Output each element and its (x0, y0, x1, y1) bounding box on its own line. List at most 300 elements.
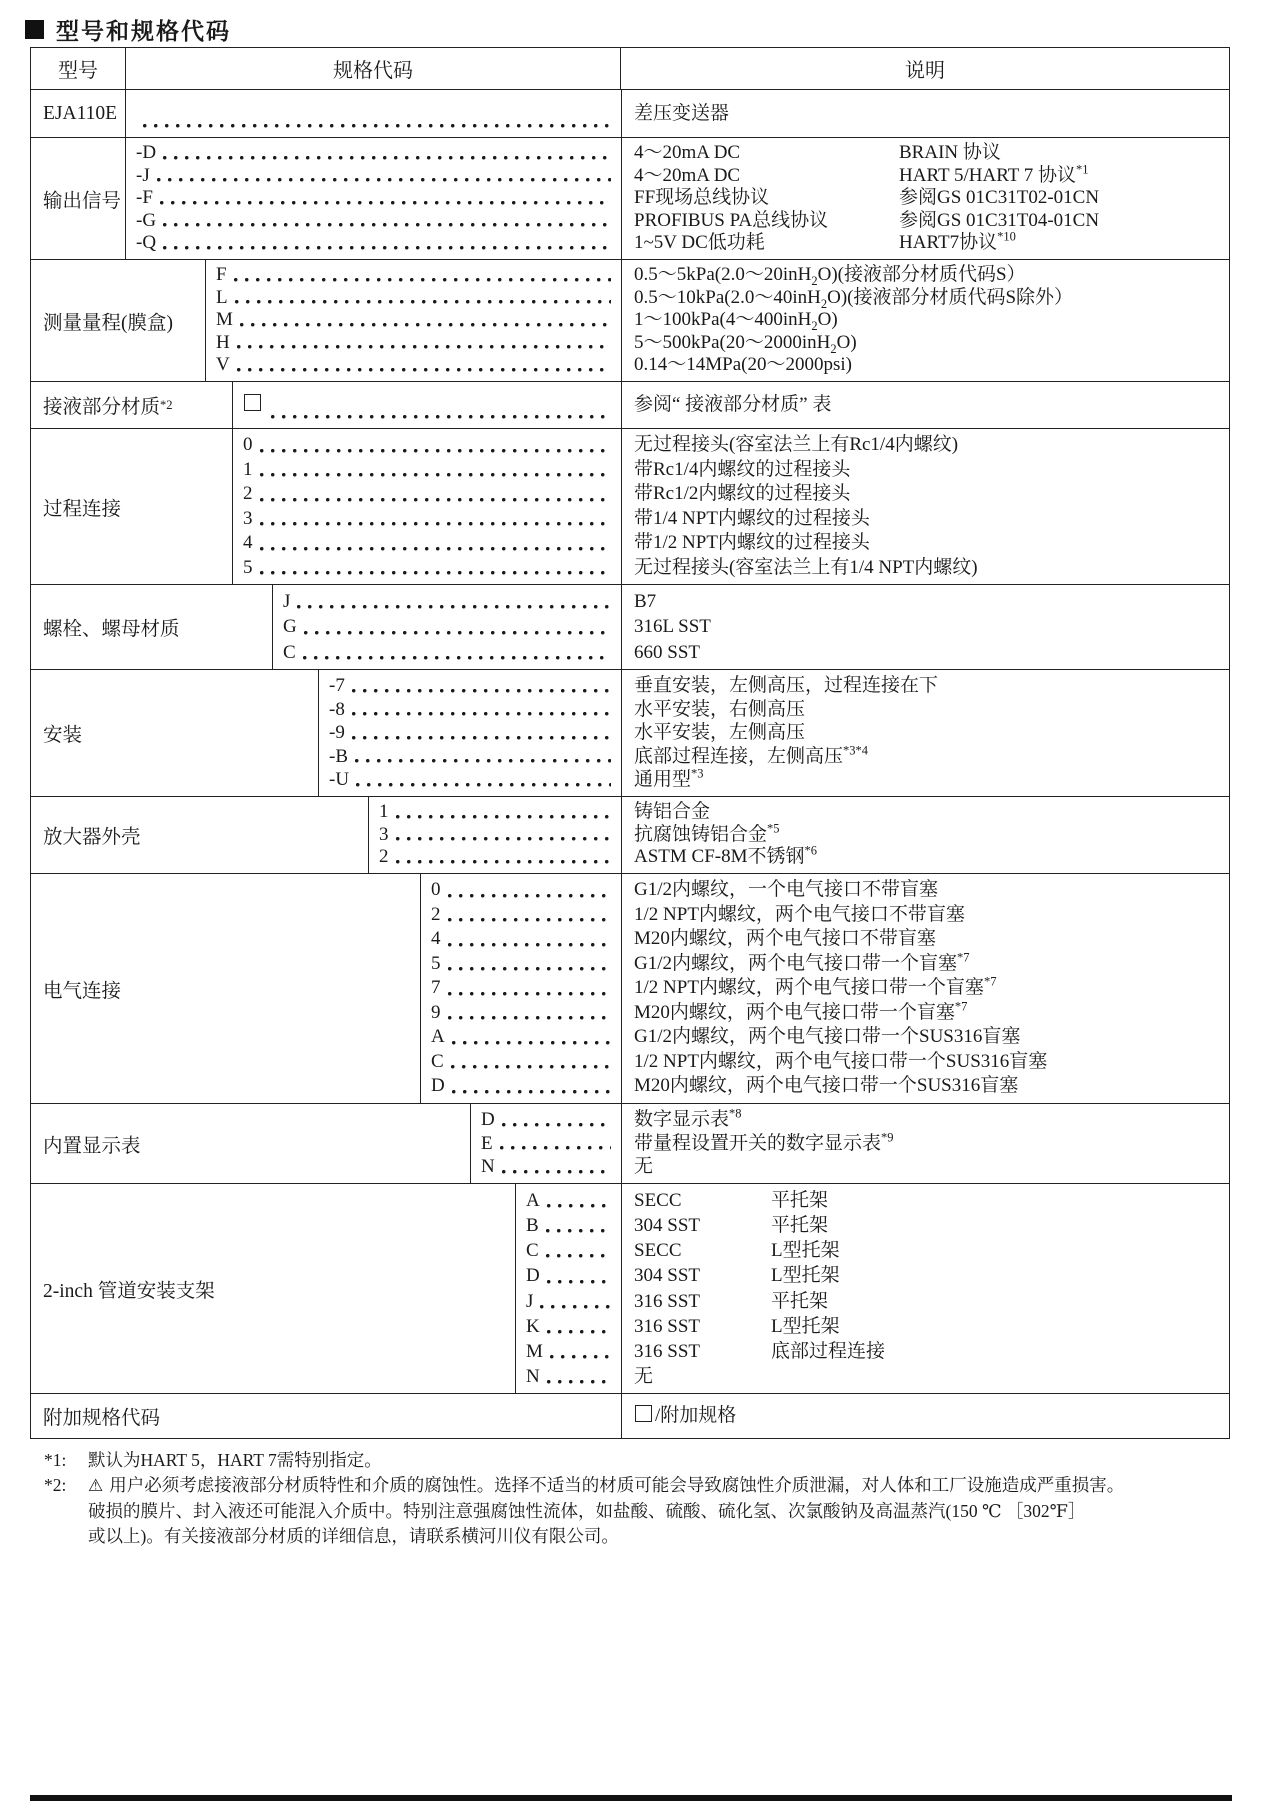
spec-code: -U (329, 769, 350, 791)
description-main: 无 (634, 1156, 654, 1178)
spec-code: 9 (431, 1001, 441, 1023)
spec-description (634, 1289, 1229, 1314)
footnote-2-line: 破损的膜片、封入液还可能混入介质中。特别注意强腐蚀性流体，如盐酸、硫酸、硫化氢、次氯酸钠及高温蒸汽(150 ℃ ［302℉］ (88, 1501, 1086, 1521)
spec-code-line (431, 878, 621, 903)
footnote-2-line: 用户必须考虑接液部分材质特性和介质的腐蚀性。选择不适当的材质可能会导致腐蚀性介质泄漏，对人体和工厂设施造成严重损害。 (109, 1475, 1125, 1495)
dot-leader (297, 605, 611, 609)
spec-code-line (431, 976, 621, 1001)
description-detail: 平托架 (771, 1290, 829, 1312)
description-detail: L型托架 (771, 1265, 840, 1287)
footnote-1-marker: *1: (44, 1450, 67, 1470)
section-descriptions (621, 874, 1229, 1103)
dot-leader (260, 498, 612, 502)
dot-leader (143, 124, 611, 128)
spec-description (634, 768, 1229, 792)
description-main: 316 SST (634, 1315, 700, 1337)
dot-leader (260, 473, 612, 477)
spec-code: -7 (329, 675, 345, 697)
table-section (31, 259, 1229, 381)
spec-description (634, 1025, 1229, 1050)
table-section (31, 1393, 1229, 1438)
spec-description (634, 1213, 1229, 1238)
page-title: 型号和规格代码 (56, 17, 231, 44)
dot-leader (448, 1016, 612, 1020)
spec-description (634, 1108, 1229, 1132)
description-main: 抗腐蚀铸铝合金$^{*5}$ (634, 821, 780, 845)
dot-leader (547, 1380, 611, 1384)
description-main: 参阅“ 接液部分材质” 表 (634, 394, 832, 415)
spec-code: 2 (431, 903, 441, 925)
description-main: 4～20mA DC (634, 164, 741, 186)
dot-leader (448, 918, 612, 922)
spec-code-line (379, 801, 621, 824)
spec-code-line (216, 354, 621, 377)
warning-icon: ⚠ (88, 1476, 104, 1496)
subscript: 2 (830, 341, 837, 356)
dot-leader (546, 1229, 611, 1233)
dot-leader (260, 547, 612, 551)
spec-code-line (481, 1155, 621, 1179)
spec-description (634, 821, 1229, 847)
description-main: 1/2 NPT内螺纹，两个电气接口带一个盲塞$^{*7}$ (634, 974, 997, 999)
description-main: 水平安装，左侧高压 (634, 722, 806, 744)
spec-code-line (526, 1238, 621, 1263)
description-main: 差压变送器 (634, 103, 730, 124)
dot-leader (448, 967, 612, 971)
spec-code-line (329, 745, 621, 769)
spec-description (634, 614, 1229, 639)
spec-description (634, 640, 1229, 665)
spec-description (634, 482, 1229, 507)
spec-code-line (481, 1108, 621, 1132)
spec-description (634, 801, 1229, 824)
description-main: 316 SST (634, 1290, 700, 1312)
dot-leader (396, 815, 612, 819)
spec-description (634, 1263, 1229, 1288)
section-codes (516, 1184, 621, 1393)
spec-code-line (136, 94, 621, 133)
spec-code-line (136, 232, 621, 255)
spec-code-line (283, 640, 621, 665)
spec-code: 1 (243, 458, 253, 480)
spec-code: -F (136, 187, 153, 209)
description-main: B7 (634, 591, 657, 612)
section-descriptions (621, 90, 1229, 137)
spec-code-line (379, 824, 621, 847)
spec-code: K (526, 1315, 540, 1337)
header-spec-code: 规格代码 (126, 48, 621, 89)
dot-leader (260, 449, 612, 453)
spec-description (634, 458, 1229, 483)
spec-code: E (481, 1132, 493, 1154)
spec-code: 3 (243, 507, 253, 529)
spec-description (634, 674, 1229, 698)
spec-code-line (481, 1132, 621, 1156)
section-codes (471, 1104, 621, 1183)
spec-code: 7 (431, 977, 441, 999)
description-main: 1～100kPa(4～400inH$_2$O) (634, 309, 838, 333)
spec-description (634, 745, 1229, 769)
spec-description (634, 232, 1229, 255)
dot-leader (352, 712, 611, 716)
spec-code: J (283, 591, 291, 612)
spec-code-line (216, 264, 621, 287)
spec-table-body (31, 89, 1229, 1438)
dot-leader (260, 522, 612, 526)
description-main: ASTM CF-8M不锈钢$^{*6}$ (634, 844, 817, 868)
spec-code-line (526, 1339, 621, 1364)
description-main: 1/2 NPT内螺纹，两个电气接口带一个SUS316盲塞 (634, 1050, 1048, 1072)
description-detail: L型托架 (771, 1315, 840, 1337)
description-main: 316 SST (634, 1340, 700, 1362)
description-main: PROFIBUS PA总线协议 (634, 209, 829, 231)
footnote-ref: *3 (691, 767, 704, 782)
description-detail: 底部过程连接 (771, 1340, 886, 1362)
dot-leader (304, 631, 611, 635)
spec-description (634, 94, 1229, 133)
section-descriptions (621, 382, 1229, 428)
spec-code-line (136, 210, 621, 233)
dot-leader (547, 1204, 611, 1208)
dot-leader (163, 246, 611, 250)
spec-code-line (431, 1074, 621, 1099)
spec-code-line (431, 1001, 621, 1026)
description-main: 无过程接头(容室法兰上有Rc1/4内螺纹) (634, 434, 959, 455)
subscript: 2 (820, 296, 828, 311)
spec-code-line (526, 1364, 621, 1389)
spec-code: -8 (329, 698, 345, 720)
description-main: 通用型$^{*3}$ (634, 767, 704, 791)
spec-description (634, 1364, 1229, 1389)
spec-code: -9 (329, 722, 345, 744)
section-codes (206, 260, 621, 381)
subscript: 2 (811, 273, 818, 288)
description-detail: 参阅GS 01C31T04-01CN (899, 209, 1100, 231)
description-main: 带1/2 NPT内螺纹的过程接头 (634, 532, 870, 553)
dot-leader (396, 837, 612, 841)
description-main: M20内螺纹，两个电气接口不带盲塞 (634, 928, 936, 950)
description-main: G1/2内螺纹，两个电气接口带一个SUS316盲塞 (634, 1026, 1021, 1048)
spec-code: L (216, 286, 228, 308)
description-main: 304 SST (634, 1265, 700, 1287)
footnote-ref: *3*4 (843, 743, 869, 758)
spec-code-line (243, 458, 621, 483)
spec-code: H (216, 331, 230, 353)
spec-code-line (526, 1188, 621, 1213)
footnote-ref: *8 (729, 1106, 742, 1121)
spec-code: -J (136, 164, 150, 186)
footnote-2-marker: *2: (44, 1475, 67, 1495)
header-description: 说明 (905, 60, 945, 82)
spec-code: 1 (379, 801, 389, 823)
spec-code: M (526, 1340, 543, 1362)
description-main: 数字显示表$^{*8}$ (634, 1106, 742, 1131)
description-main: 底部过程连接，左侧高压$^{*3*4}$ (634, 743, 869, 767)
spec-code-line (329, 721, 621, 745)
spec-code: D (481, 1109, 495, 1131)
spec-description (634, 878, 1229, 903)
description-main: 带Rc1/2内螺纹的过程接头 (634, 483, 851, 504)
section-descriptions (621, 1394, 1229, 1438)
description-main: 0.5～5kPa(2.0～20inH$_2$O)(接液部分材质代码S） (634, 264, 1026, 288)
spec-code: J (526, 1290, 534, 1312)
spec-code: 3 (379, 823, 389, 845)
dot-leader (547, 1280, 611, 1284)
description-main: 带Rc1/4内螺纹的过程接头 (634, 458, 851, 480)
spec-code: -Q (136, 232, 157, 254)
spec-code-line (526, 1213, 621, 1238)
dot-leader (240, 323, 611, 327)
dot-leader (237, 345, 611, 349)
spec-description (634, 721, 1229, 745)
spec-code: C (431, 1050, 444, 1072)
spec-code: D (526, 1265, 540, 1287)
bottom-rule (30, 1795, 1232, 1801)
spec-code-line (329, 674, 621, 698)
section-descriptions (621, 797, 1229, 873)
dot-leader (163, 156, 611, 160)
table-section (31, 137, 1229, 259)
footnote-2-text (88, 1473, 1232, 1549)
dot-leader (237, 368, 611, 372)
spec-description (634, 1398, 1229, 1434)
spec-description (634, 952, 1229, 977)
spec-code-line (136, 142, 621, 165)
checkbox-glyph (244, 394, 261, 411)
header-model: 型号 (31, 48, 126, 89)
spec-description (634, 210, 1229, 233)
spec-code: D (431, 1075, 445, 1097)
section-label: 过程连接 (31, 429, 233, 584)
description-detail: 参阅GS 01C31T02-01CN (899, 187, 1100, 209)
spec-code: C (526, 1240, 539, 1262)
dot-leader (550, 1355, 611, 1359)
spec-code-line (431, 1025, 621, 1050)
section-descriptions (621, 138, 1229, 259)
description-main: 0.14～14MPa(20～2000psi) (634, 354, 852, 376)
spec-description (634, 142, 1229, 165)
spec-code: V (216, 354, 230, 376)
spec-code-line (243, 556, 621, 581)
dot-leader (448, 894, 612, 898)
spec-code-line (526, 1314, 621, 1339)
dot-leader (448, 992, 612, 996)
spec-code: B (526, 1215, 539, 1237)
spec-code: N (526, 1365, 540, 1387)
spec-code (243, 386, 264, 424)
spec-code-line (283, 614, 621, 639)
spec-description (634, 1238, 1229, 1263)
spec-code: A (526, 1190, 540, 1211)
spec-code: -B (329, 745, 348, 767)
dot-leader (163, 223, 611, 227)
table-section (31, 584, 1229, 669)
dot-leader (303, 656, 611, 660)
footnote-ref: *7 (957, 950, 970, 965)
description-main: 316L SST (634, 616, 711, 638)
section-label: 附加规格代码 (43, 1408, 161, 1429)
description-main: 0.5～10kPa(2.0～40inH$_2$O)(接液部分材质代码S除外） (634, 286, 1074, 311)
section-marker-icon (25, 20, 44, 39)
dot-leader (157, 178, 611, 182)
spec-description (634, 1155, 1229, 1179)
spec-code: -G (136, 209, 157, 231)
spec-code-line (329, 698, 621, 722)
spec-code: 5 (431, 952, 441, 974)
section-label: 输出信号 (31, 138, 126, 259)
dot-leader (234, 278, 611, 282)
spec-code: G (283, 616, 297, 638)
spec-description (634, 332, 1229, 355)
footnote-ref: *5 (767, 821, 780, 836)
spec-code-line (431, 1050, 621, 1075)
dot-leader (502, 1170, 611, 1174)
dot-leader (356, 783, 611, 787)
description-main: G1/2内螺纹，两个电气接口带一个盲塞$^{*7}$ (634, 950, 970, 974)
dot-leader (448, 943, 612, 947)
spec-code: 4 (243, 532, 253, 553)
spec-code-line (526, 1263, 621, 1288)
footnote-ref: *7 (954, 999, 968, 1014)
dot-leader (352, 689, 611, 693)
page-title-row (0, 0, 1262, 46)
dot-leader (235, 300, 611, 304)
section-codes (233, 382, 621, 428)
spec-description (634, 1050, 1229, 1075)
description-main: 1~5V DC低功耗 (634, 232, 765, 254)
description-main: 5～500kPa(20～2000inH$_2$O) (634, 331, 857, 356)
spec-code-line (526, 1289, 621, 1314)
section-codes (233, 429, 621, 584)
spec-code-line (243, 433, 621, 458)
description-main: 垂直安装，左侧高压，过程连接在下 (634, 675, 939, 697)
description-main: SECC (634, 1190, 682, 1211)
footnote-ref: *6 (804, 844, 817, 858)
description-detail: L型托架 (771, 1240, 840, 1262)
spec-description (634, 309, 1229, 332)
dot-leader (260, 571, 612, 575)
description-main: M20内螺纹，两个电气接口带一个盲塞$^{*7}$ (634, 999, 968, 1023)
description-main: 660 SST (634, 641, 700, 663)
table-section (31, 89, 1229, 137)
section-descriptions (621, 585, 1229, 669)
spec-description (634, 1339, 1229, 1364)
section-label: 螺栓、螺母材质 (31, 585, 273, 669)
spec-code: M (216, 309, 233, 331)
spec-code: -D (136, 142, 157, 164)
spec-code: A (431, 1026, 445, 1048)
spec-code-line (243, 482, 621, 507)
dot-leader (355, 759, 611, 763)
spec-description (634, 354, 1229, 377)
description-main: 带量程设置开关的数字显示表$^{*9}$ (634, 1130, 894, 1154)
footnote-2-lines (88, 1475, 1232, 1549)
description-main: G1/2内螺纹，一个电气接口不带盲塞 (634, 879, 939, 901)
spec-code-line (243, 507, 621, 532)
spec-description (634, 507, 1229, 532)
spec-code: C (283, 641, 296, 663)
spec-code: F (216, 264, 227, 286)
section-descriptions (621, 670, 1229, 796)
spec-code: 2 (379, 846, 389, 868)
spec-description (634, 264, 1229, 287)
description-main: 带1/4 NPT内螺纹的过程接头 (634, 507, 870, 529)
spec-code-line (431, 903, 621, 928)
spec-description (634, 903, 1229, 928)
dot-leader (352, 736, 611, 740)
table-section (31, 873, 1229, 1103)
spec-code-line (431, 927, 621, 952)
section-descriptions (621, 1184, 1229, 1393)
spec-code-line (431, 952, 621, 977)
spec-code: 0 (431, 879, 441, 901)
spec-code: 2 (243, 483, 253, 504)
dot-leader (500, 1146, 611, 1150)
section-descriptions (621, 1104, 1229, 1183)
spec-description (634, 162, 1229, 188)
dot-leader (502, 1123, 611, 1127)
section-codes (369, 797, 621, 873)
model-spec-table (30, 47, 1230, 1439)
table-section (31, 669, 1229, 796)
spec-code-line (216, 332, 621, 355)
spec-code-line (216, 287, 621, 310)
spec-description (634, 589, 1229, 614)
spec-code-line (216, 309, 621, 332)
spec-description (634, 1314, 1229, 1339)
spec-description (634, 1132, 1229, 1156)
spec-code: 4 (431, 928, 441, 950)
footnote-2-line: 或以上)。有关接液部分材质的详细信息，请联系横河川仪有限公司。 (88, 1526, 619, 1546)
table-section (31, 796, 1229, 873)
section-descriptions (621, 429, 1229, 584)
footnote-ref: *9 (881, 1130, 894, 1145)
section-label: 内置显示表 (31, 1104, 471, 1183)
spec-code: 0 (243, 434, 253, 455)
description-main: 水平安装，右侧高压 (634, 698, 806, 720)
dot-leader (546, 1254, 611, 1258)
dot-leader (396, 860, 612, 864)
section-codes (319, 670, 621, 796)
spec-description (634, 287, 1229, 310)
spec-description (634, 1074, 1229, 1099)
subscript: 2 (811, 319, 818, 333)
spec-code-line (329, 768, 621, 792)
spec-description (634, 386, 1229, 424)
spec-description (634, 531, 1229, 556)
section-label: 2-inch 管道安装支架 (31, 1184, 516, 1393)
description-detail: BRAIN 协议 (899, 142, 1001, 164)
footnote-2 (30, 1473, 1232, 1549)
dot-leader (452, 1041, 611, 1045)
footnote-ref: *1 (1076, 162, 1089, 177)
section-label: 测量量程(膜盒) (31, 260, 206, 381)
spec-description (634, 187, 1229, 210)
dot-leader (452, 1090, 611, 1094)
section-label: 电气连接 (31, 874, 421, 1103)
spec-description (634, 976, 1229, 1001)
spec-code-line (283, 589, 621, 614)
section-label: 接液部分材质 *2 (31, 382, 233, 428)
description-main: FF现场总线协议 (634, 187, 770, 209)
footnote-1-text: 默认为HART 5，HART 7需特别指定。 (88, 1450, 382, 1470)
footnotes (30, 1448, 1232, 1549)
section-codes (421, 874, 621, 1103)
footnote-ref: *10 (997, 230, 1016, 245)
description-main: /附加规格 (634, 1398, 736, 1434)
spec-code: N (481, 1156, 495, 1178)
section-codes (273, 585, 621, 669)
